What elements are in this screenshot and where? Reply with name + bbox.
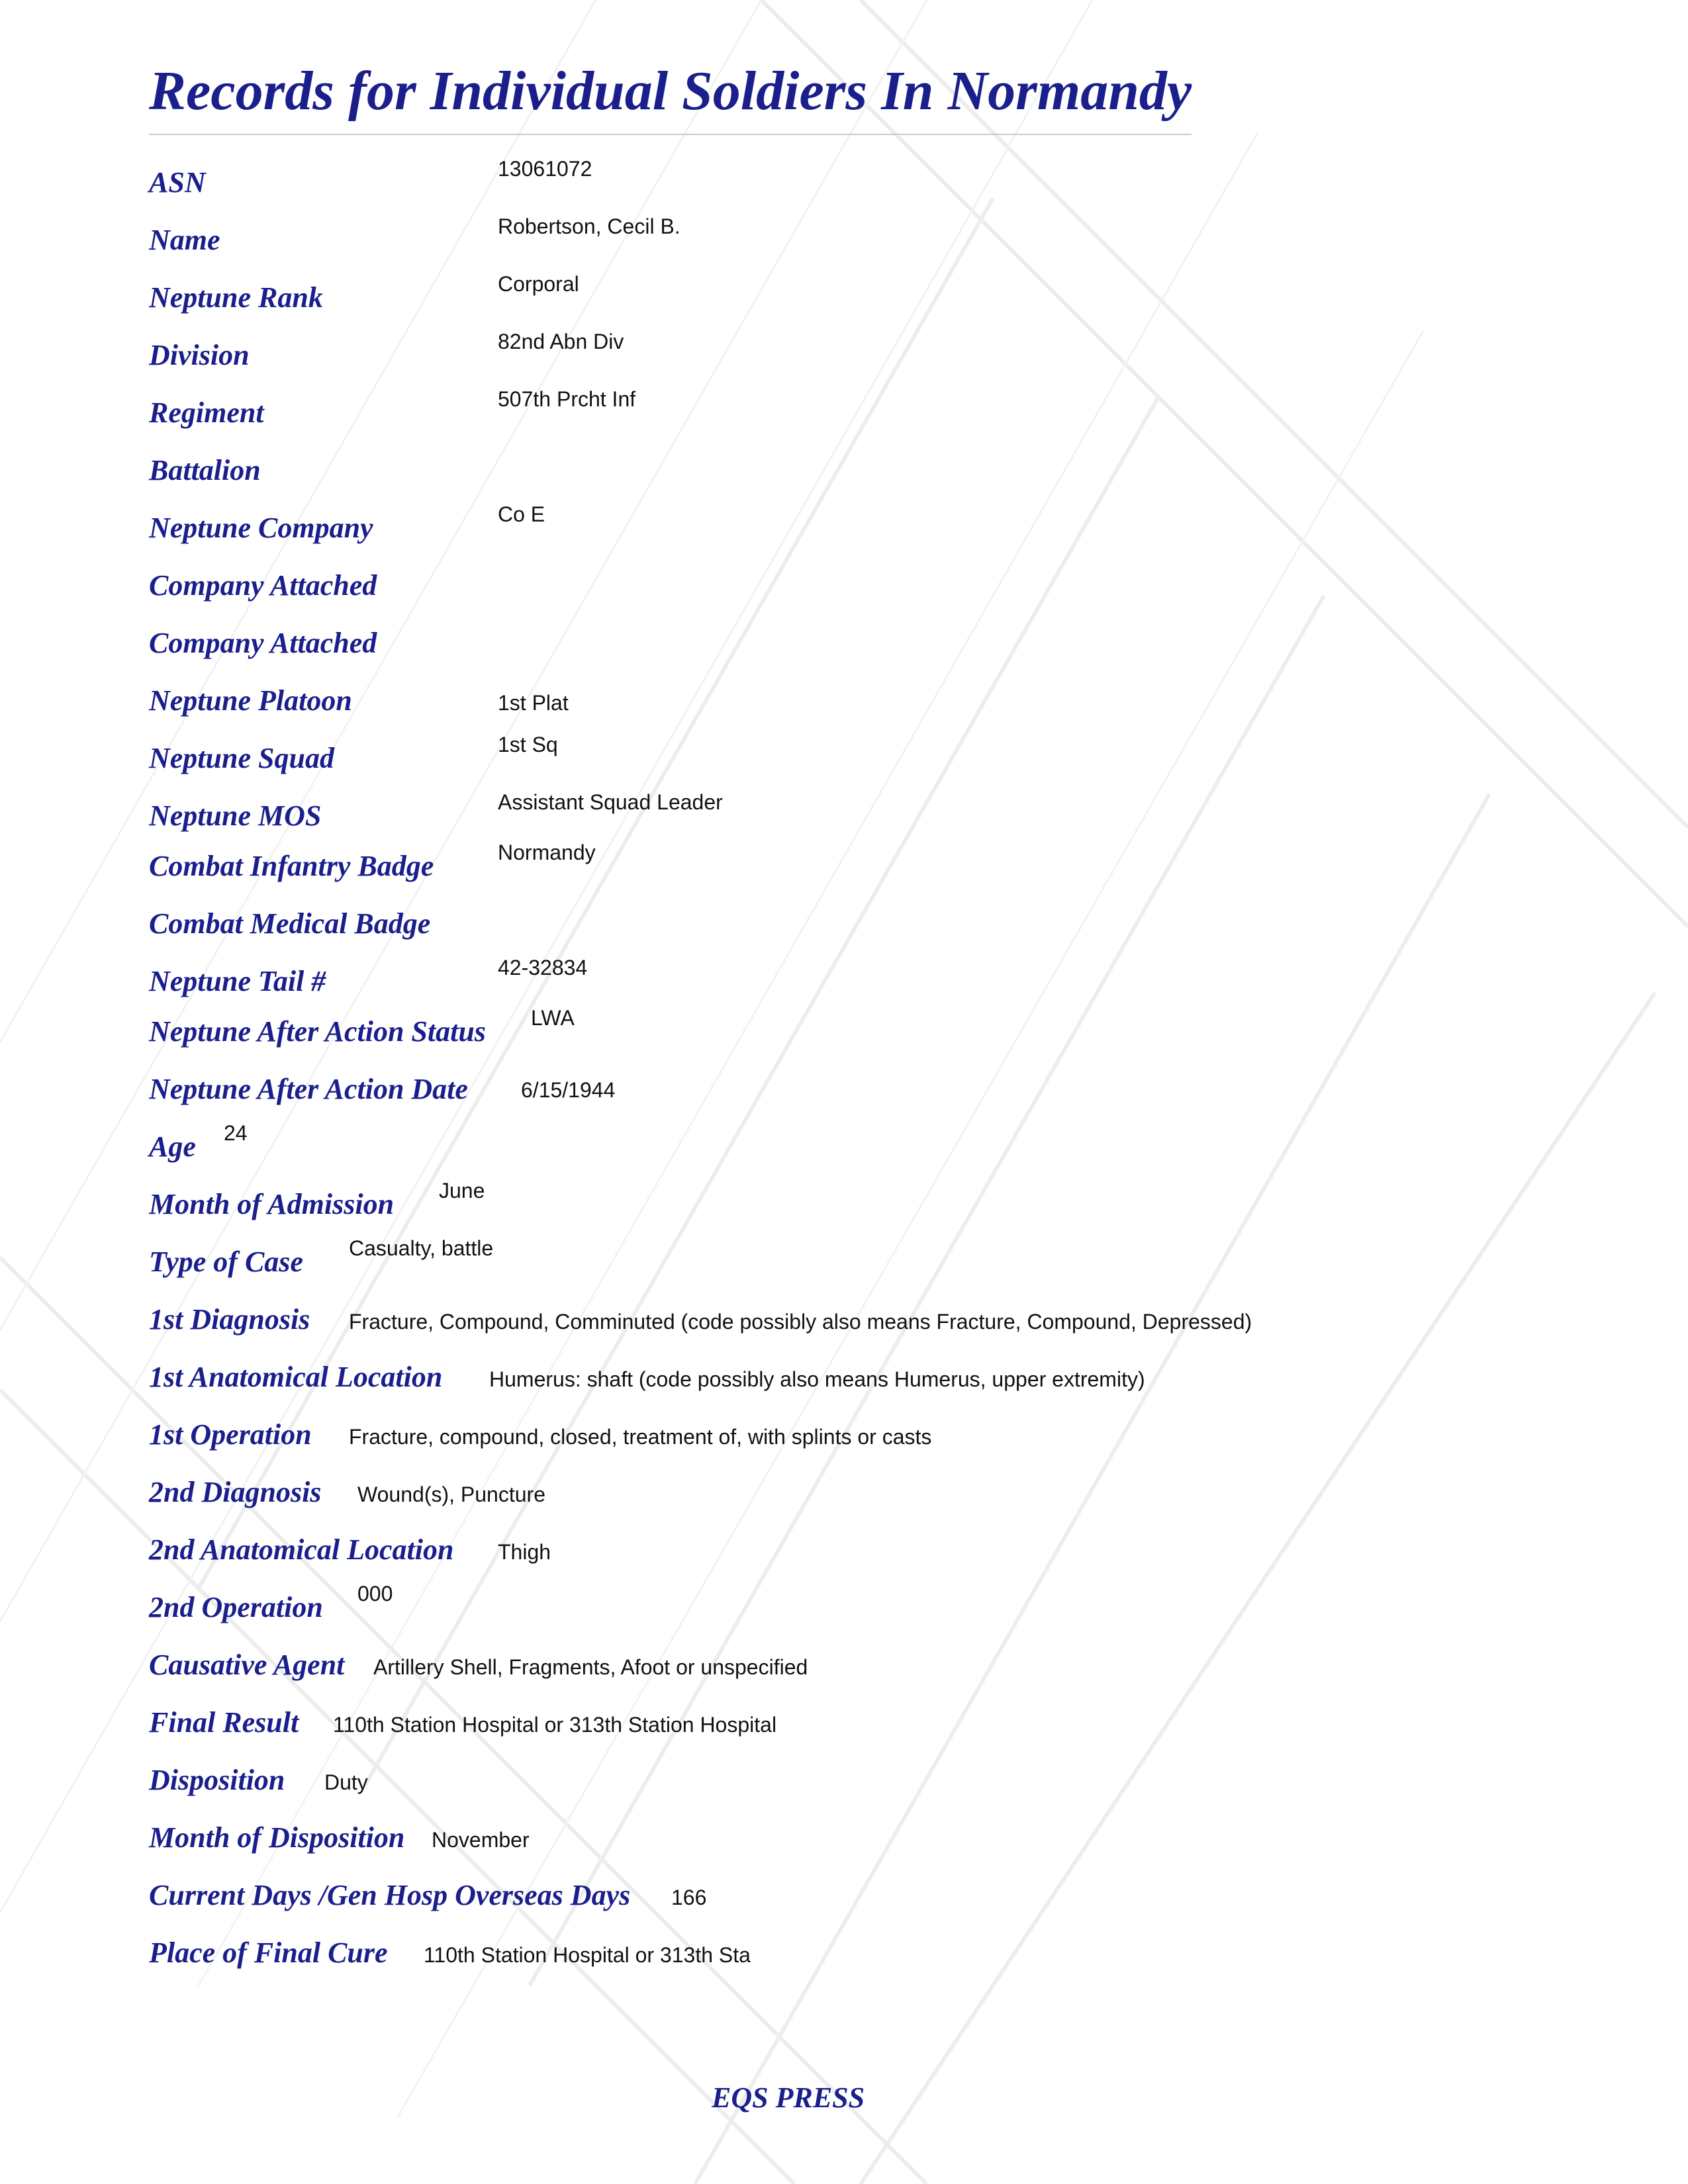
- field-value: 1st Plat: [498, 691, 569, 715]
- field-value: 6/15/1944: [521, 1078, 616, 1102]
- field-value: 507th Prcht Inf: [498, 387, 636, 411]
- field-value: Fracture, compound, closed, treatment of, with splints or casts: [349, 1425, 932, 1449]
- field-label: 1st Operation: [149, 1418, 312, 1451]
- field-value: 1st Sq: [498, 733, 558, 756]
- field-value: November: [432, 1828, 530, 1852]
- field-label: Neptune Rank: [149, 281, 323, 314]
- page-title: Records for Individual Soldiers In Normandy: [149, 60, 1192, 122]
- field-label: Final Result: [149, 1706, 299, 1739]
- field-label: Company Attached: [149, 627, 377, 659]
- field-label: Neptune Tail #: [149, 965, 326, 997]
- field-label: Place of Final Cure: [149, 1936, 388, 1969]
- field-label: Type of Case: [149, 1246, 303, 1278]
- field-label: Disposition: [149, 1764, 285, 1796]
- field-value: Fracture, Compound, Comminuted (code possibly also means Fracture, Compound, Depressed): [349, 1310, 1252, 1334]
- field-value: Co E: [498, 502, 545, 526]
- field-label: Combat Medical Badge: [149, 907, 431, 940]
- publisher-footer: EQS PRESS: [712, 2081, 865, 2114]
- field-label: Neptune Company: [149, 512, 373, 544]
- field-value: Casualty, battle: [349, 1236, 494, 1260]
- field-label: 2nd Diagnosis: [149, 1476, 322, 1508]
- field-label: Month of Admission: [149, 1188, 395, 1220]
- field-value: 166: [671, 1886, 707, 1909]
- field-value: 110th Station Hospital or 313th Sta: [424, 1943, 751, 1967]
- field-value: Assistant Squad Leader: [498, 790, 723, 814]
- field-label: Battalion: [149, 454, 261, 486]
- field-value: 13061072: [498, 157, 592, 181]
- field-label: 2nd Operation: [149, 1591, 323, 1623]
- field-label: 2nd Anatomical Location: [149, 1533, 454, 1566]
- field-value: Duty: [324, 1770, 368, 1794]
- field-label: Neptune After Action Status: [149, 1015, 486, 1048]
- field-label: Current Days /Gen Hosp Overseas Days: [149, 1879, 631, 1911]
- field-value: Thigh: [498, 1540, 551, 1564]
- field-value: 24: [224, 1121, 248, 1145]
- field-value: 82nd Abn Div: [498, 330, 624, 353]
- title-divider: [149, 134, 1192, 135]
- field-label: Neptune MOS: [149, 799, 322, 832]
- field-label: Neptune After Action Date: [149, 1073, 468, 1105]
- field-label: Neptune Platoon: [149, 684, 352, 717]
- field-value: June: [439, 1179, 485, 1203]
- field-value: LWA: [531, 1006, 575, 1030]
- field-value: Humerus: shaft (code possibly also means Humerus, upper extremity): [489, 1367, 1145, 1391]
- field-label: Causative Agent: [149, 1649, 345, 1681]
- field-value: 42-32834: [498, 956, 588, 979]
- field-value: 000: [357, 1582, 393, 1606]
- field-label: Regiment: [149, 396, 264, 429]
- field-label: ASN: [149, 166, 206, 199]
- field-label: Division: [149, 339, 250, 371]
- field-label: Month of Disposition: [149, 1821, 405, 1854]
- field-label: Name: [149, 224, 220, 256]
- field-label: 1st Diagnosis: [149, 1303, 310, 1336]
- field-label: Company Attached: [149, 569, 377, 602]
- field-value: Normandy: [498, 841, 596, 864]
- field-label: Neptune Squad: [149, 742, 334, 774]
- field-label: 1st Anatomical Location: [149, 1361, 443, 1393]
- field-label: Combat Infantry Badge: [149, 850, 434, 882]
- field-value: Robertson, Cecil B.: [498, 214, 680, 238]
- field-value: 110th Station Hospital or 313th Station Hospital: [333, 1713, 777, 1737]
- field-label: Age: [149, 1130, 196, 1163]
- field-value: Artillery Shell, Fragments, Afoot or unspecified: [373, 1655, 808, 1679]
- field-value: Corporal: [498, 272, 579, 296]
- field-value: Wound(s), Puncture: [357, 1482, 545, 1506]
